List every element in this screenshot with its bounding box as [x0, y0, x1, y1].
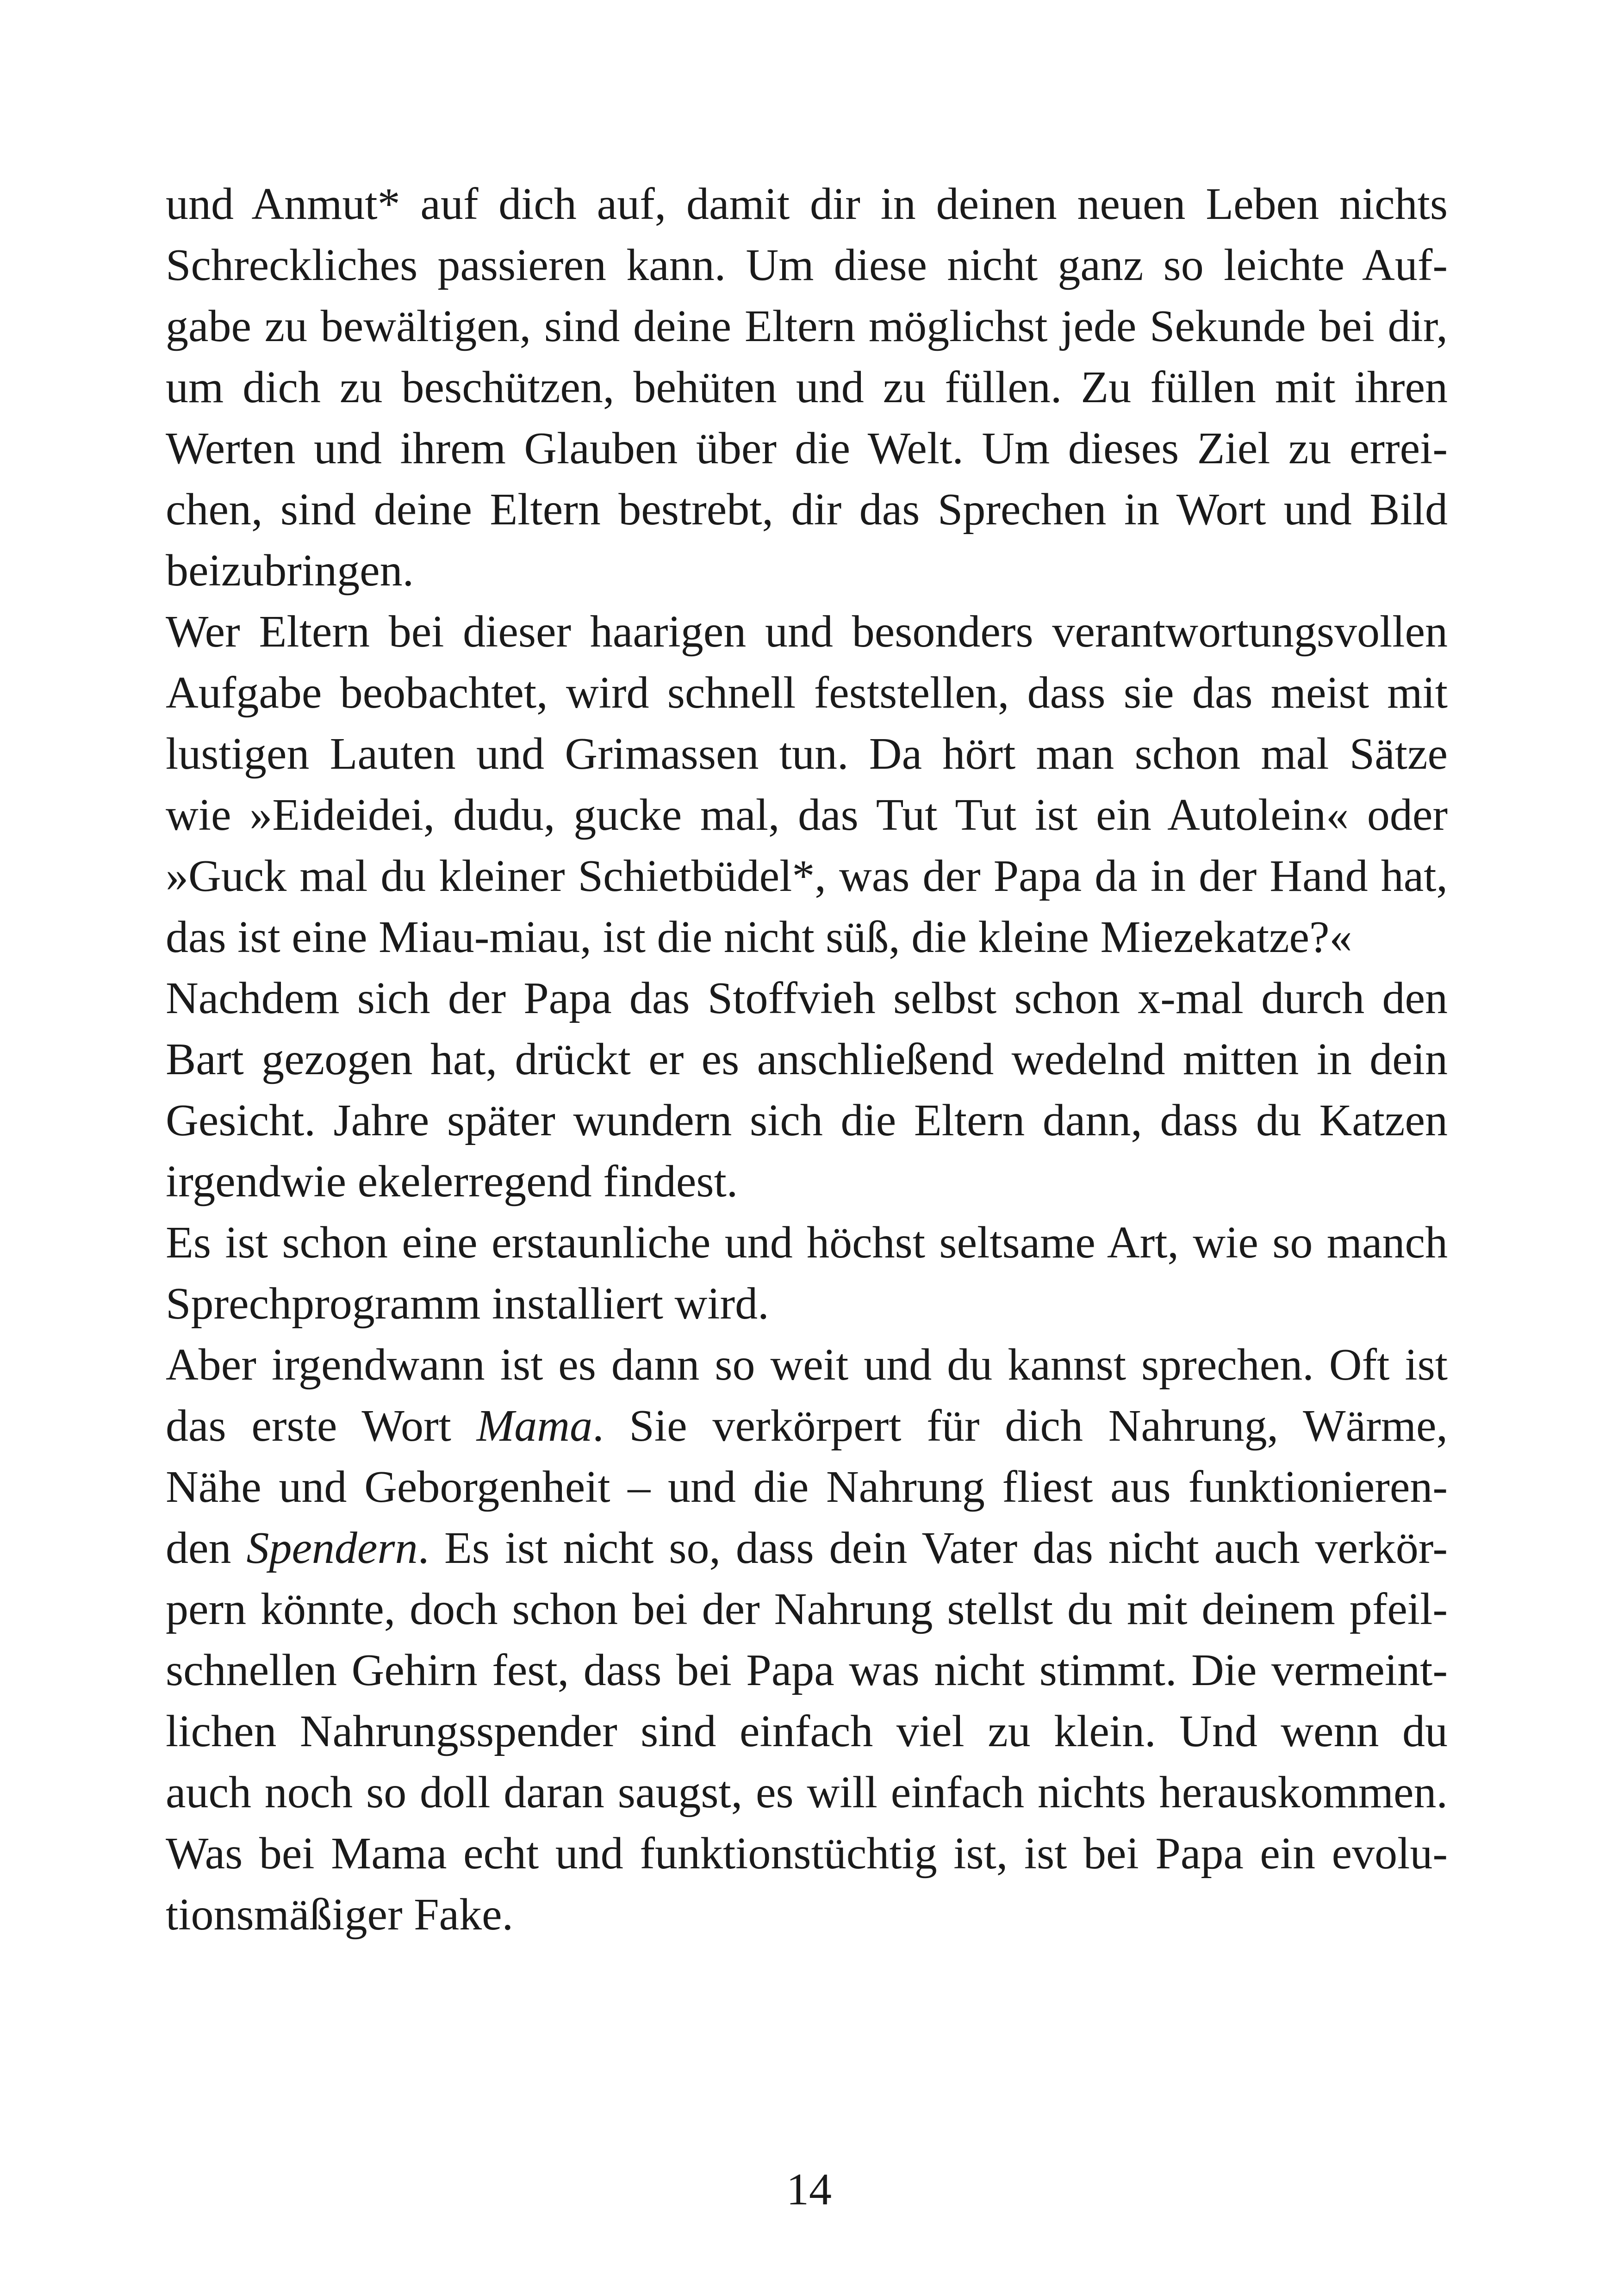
- text-line: [166, 662, 1448, 723]
- text-line: [166, 540, 1448, 601]
- text-segment: Gesicht. Jahre später wundern sich die Eltern dann, dass du Katzen: [166, 1095, 1448, 1145]
- page-number: 14: [786, 2165, 832, 2215]
- text-segment: beizubringen.: [166, 546, 414, 596]
- text-line: [166, 846, 1448, 907]
- emphasized-text: Mama: [476, 1401, 593, 1451]
- text-line: [166, 1884, 1448, 1945]
- text-segment: gabe zu bewältigen, sind deine Eltern möglichst jede Sekunde bei dir,: [166, 301, 1448, 351]
- text-segment: und Anmut* auf dich auf, damit dir in deinen neuen Leben nichts: [166, 179, 1448, 229]
- text-segment: Es ist schon eine erstaunliche und höchst seltsame Art, wie so manch: [166, 1218, 1448, 1268]
- text-segment: wie »Eideidei, dudu, gucke mal, das Tut Tut ist ein Autolein« oder: [166, 790, 1448, 840]
- text-line: [166, 1823, 1448, 1884]
- text-line: [166, 1579, 1448, 1640]
- text-segment: pern könnte, doch schon bei der Nahrung stellst du mit deinem pfeil-: [166, 1584, 1448, 1634]
- text-line: [166, 1640, 1448, 1701]
- text-line: [166, 968, 1448, 1029]
- text-line: [166, 1151, 1448, 1212]
- text-segment: Wer Eltern bei dieser haarigen und besonders verantwortungsvollen: [166, 607, 1448, 657]
- text-segment: den: [166, 1523, 247, 1573]
- emphasized-text: Spendern: [246, 1523, 418, 1573]
- text-segment: chen, sind deine Eltern bestrebt, dir das Sprechen in Wort und Bild: [166, 485, 1448, 535]
- text-segment: schnellen Gehirn fest, dass bei Papa was nicht stimmt. Die vermeint-: [166, 1645, 1448, 1695]
- text-line: [166, 601, 1448, 662]
- text-line: [166, 174, 1448, 235]
- text-line: [166, 1212, 1448, 1273]
- text-segment: tionsmäßiger Fake.: [166, 1890, 514, 1940]
- text-line: [166, 1762, 1448, 1823]
- text-line: [166, 723, 1448, 784]
- text-segment: Sprechprogramm installiert wird.: [166, 1279, 769, 1329]
- text-segment: auch noch so doll daran saugst, es will einfach nichts herauskommen.: [166, 1767, 1448, 1817]
- text-line: [166, 784, 1448, 846]
- text-segment: lichen Nahrungsspender sind einfach viel zu klein. Und wenn du: [166, 1706, 1448, 1756]
- text-segment: Nachdem sich der Papa das Stoffvieh selbst schon x-mal durch den: [166, 973, 1448, 1023]
- text-line: [166, 1701, 1448, 1762]
- text-line: [166, 1273, 1448, 1334]
- text-line: [166, 235, 1448, 296]
- text-segment: Schreckliches passieren kann. Um diese nicht ganz so leichte Auf-: [166, 240, 1448, 290]
- text-line: [166, 1334, 1448, 1395]
- text-line: [166, 1090, 1448, 1151]
- text-line: [166, 1395, 1448, 1456]
- text-segment: Nähe und Geborgenheit – und die Nahrung fliest aus funktionieren-: [166, 1462, 1448, 1512]
- text-segment: Aber irgendwann ist es dann so weit und du kannst sprechen. Oft ist: [166, 1340, 1448, 1390]
- text-segment: Werten und ihrem Glauben über die Welt. Um dieses Ziel zu errei-: [166, 423, 1448, 473]
- text-segment: . Sie verkörpert für dich Nahrung, Wärme,: [592, 1401, 1448, 1451]
- body-text: [166, 174, 1448, 1945]
- text-line: [166, 907, 1448, 968]
- text-line: [166, 1029, 1448, 1090]
- text-segment: Bart gezogen hat, drückt er es anschließend wedelnd mitten in dein: [166, 1034, 1448, 1084]
- text-line: [166, 479, 1448, 540]
- text-line: [166, 296, 1448, 357]
- text-line: [166, 357, 1448, 418]
- text-segment: das erste Wort: [166, 1401, 477, 1451]
- text-line: [166, 1456, 1448, 1518]
- text-segment: das ist eine Miau-miau, ist die nicht süß, die kleine Miezekatze?«: [166, 912, 1352, 962]
- text-line: [166, 1518, 1448, 1579]
- text-line: [166, 418, 1448, 479]
- text-segment: lustigen Lauten und Grimassen tun. Da hört man schon mal Sätze: [166, 729, 1448, 779]
- text-segment: . Es ist nicht so, dass dein Vater das nicht auch verkör-: [417, 1523, 1448, 1573]
- text-segment: irgendwie ekelerregend findest.: [166, 1157, 738, 1207]
- text-segment: Was bei Mama echt und funktionstüchtig ist, ist bei Papa ein evolu-: [166, 1829, 1448, 1879]
- text-segment: um dich zu beschützen, behüten und zu füllen. Zu füllen mit ihren: [166, 362, 1448, 412]
- text-segment: »Guck mal du kleiner Schietbüdel*, was der Papa da in der Hand hat,: [166, 851, 1448, 901]
- text-segment: Aufgabe beobachtet, wird schnell feststellen, dass sie das meist mit: [166, 668, 1448, 718]
